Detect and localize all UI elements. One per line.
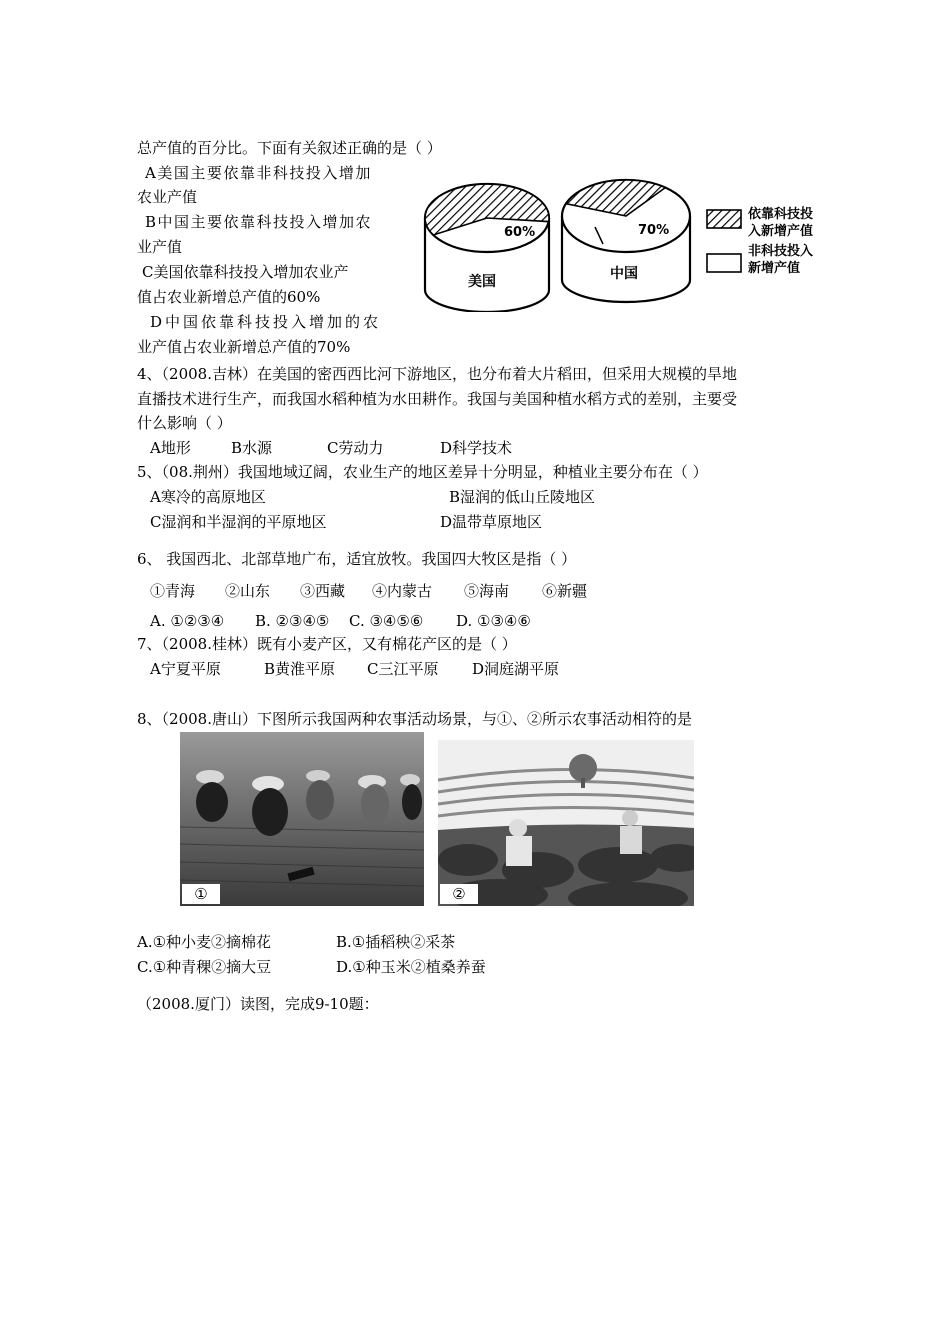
pie-chart-figure: [420, 172, 840, 312]
pie-china-label: 中国: [610, 266, 638, 282]
q6-item-2: ②山东: [225, 582, 271, 600]
legend-swatch-hatched: [707, 210, 741, 228]
q3-option-b-line2: 业产值: [137, 238, 183, 256]
legend-nontech-line2: 新增产值: [748, 261, 801, 276]
q8-option-d: D.①种玉米②植桑养蚕: [336, 958, 486, 976]
q4-stem-line2: 直播技术进行生产，而我国水稻种植为水田耕作。我国与美国种植水稻方式的差别，主要受: [137, 390, 738, 408]
q3-option-a-line1: A美国主要依靠非科技投入增加: [145, 164, 372, 182]
q5-option-d: D温带草原地区: [440, 513, 543, 531]
q6-item-6: ⑥新疆: [542, 582, 588, 600]
photo-rice-transplanting: [180, 732, 424, 906]
photo-1-label: ①: [182, 884, 220, 904]
photo-2-label: ②: [440, 884, 478, 904]
q6-item-4: ④内蒙古: [372, 582, 433, 600]
q3-option-c-line1: C美国依靠科技投入增加农业产: [142, 263, 349, 281]
legend-tech-line2: 入新增产值: [748, 224, 814, 239]
q6-option-c: C. ③④⑤⑥: [349, 612, 424, 630]
q5-stem: 5、（08.荆州）我国地域辽阔，农业生产的地区差异十分明显，种植业主要分布在（ ）: [137, 463, 708, 481]
q4-option-a: A地形: [150, 439, 191, 457]
q6-option-b: B. ②③④⑤: [255, 612, 330, 630]
q5-option-b: B湿润的低山丘陵地区: [449, 488, 596, 506]
q3-option-d-line2: 业产值占农业新增总产值的70%: [137, 338, 351, 356]
legend-tech-line1: 依靠科技投: [748, 207, 814, 222]
q3-option-b-line1: B中国主要依靠科技投入增加农: [145, 213, 373, 231]
pie-usa-label: 美国: [468, 274, 496, 290]
photo-tea-picking: [438, 740, 694, 906]
q7-option-c: C三江平原: [367, 660, 439, 678]
q6-option-a: A. ①②③④: [150, 612, 225, 630]
q9-stem: （2008.厦门）读图，完成9-10题：: [137, 995, 379, 1013]
q7-option-a: A宁夏平原: [150, 660, 221, 678]
q6-item-1: ①青海: [150, 582, 196, 600]
q8-option-c: C.①种青稞②摘大豆: [137, 958, 272, 976]
q4-stem-line3: 什么影响（ ）: [137, 414, 232, 432]
q6-item-3: ③西藏: [300, 582, 346, 600]
q5-option-c: C湿润和半湿润的平原地区: [150, 513, 327, 531]
q6-stem: 6、 我国西北、北部草地广布，适宜放牧。我国四大牧区是指（ ）: [137, 550, 577, 568]
q6-item-5: ⑤海南: [464, 582, 510, 600]
legend-swatch-blank: [707, 254, 741, 272]
pie-usa: [425, 184, 549, 312]
q8-option-a: A.①种小麦②摘棉花: [137, 933, 272, 951]
pie-china: [562, 180, 690, 302]
q4-stem-line1: 4、（2008.吉林）在美国的密西西比河下游地区，也分布着大片稻田，但采用大规模的旱地: [137, 365, 737, 383]
pie-china-percent: 70%: [638, 223, 670, 238]
photo-2-illustration: [438, 740, 694, 906]
legend-nontech-line1: 非科技投入: [748, 244, 814, 259]
q8-stem: 8、（2008.唐山）下图所示我国两种农事活动场景，与①、②所示农事活动相符的是: [137, 710, 692, 728]
q3-option-d-line1: D中国依靠科技投入增加的农: [150, 313, 382, 331]
chart-legend: [707, 206, 813, 276]
q3-option-a-line2: 农业产值: [137, 188, 198, 206]
pie-usa-percent: 60%: [504, 225, 536, 240]
q7-option-d: D洞庭湖平原: [472, 660, 560, 678]
q5-option-a: A寒冷的高原地区: [150, 488, 266, 506]
q3-stem: 总产值的百分比。下面有关叙述正确的是（ ）: [137, 139, 442, 157]
q4-option-c: C劳动力: [327, 439, 384, 457]
q7-option-b: B黄淮平原: [264, 660, 336, 678]
q4-option-b: B水源: [231, 439, 273, 457]
q8-option-b: B.①插稻秧②采茶: [336, 933, 456, 951]
photo-1-illustration: [180, 732, 424, 906]
q4-option-d: D科学技术: [440, 439, 513, 457]
q7-stem: 7、（2008.桂林）既有小麦产区，又有棉花产区的是（ ）: [137, 635, 517, 653]
q3-option-c-line2: 值占农业新增总产值的60%: [137, 288, 321, 306]
q6-option-d: D. ①③④⑥: [456, 612, 531, 630]
